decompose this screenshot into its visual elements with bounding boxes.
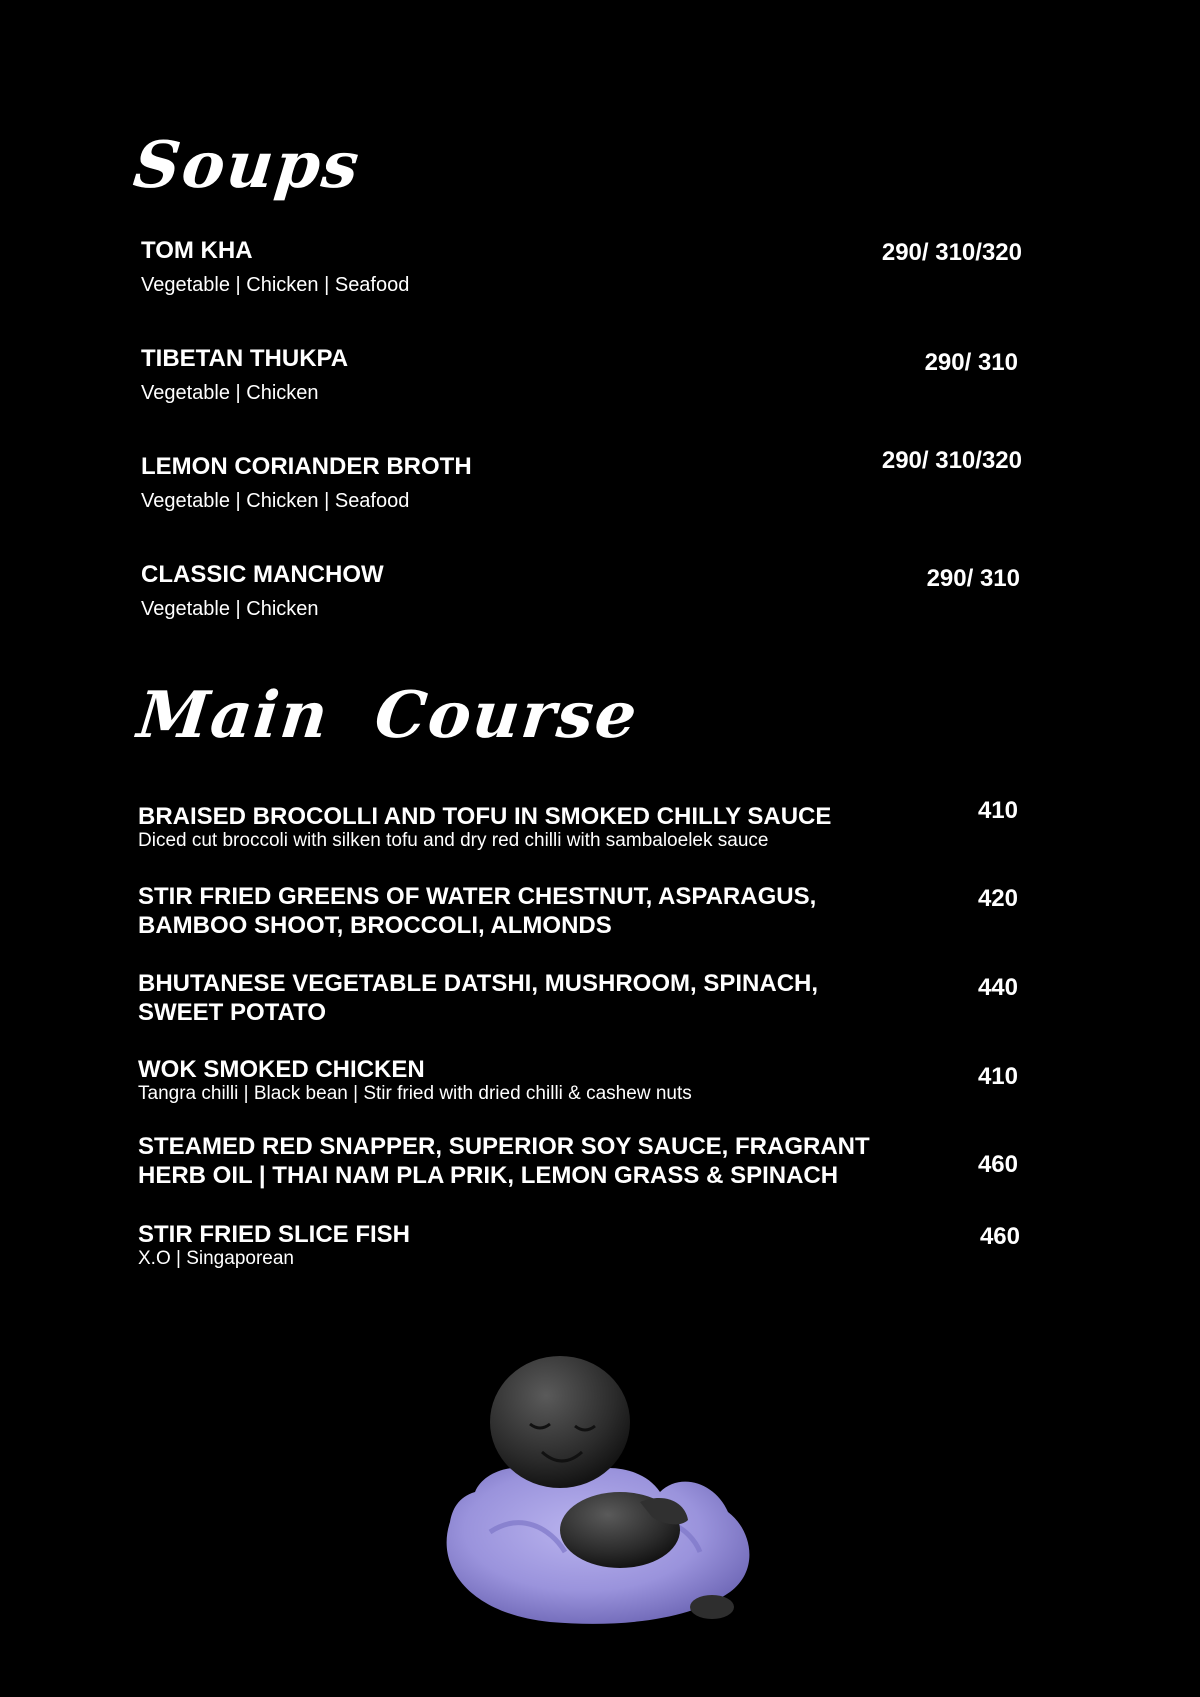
item-price: 290/ 310/320 — [881, 239, 1022, 266]
item-name: TOM KHA — [141, 237, 253, 264]
item-description: Vegetable | Chicken — [141, 598, 319, 620]
item-description: Tangra chilli | Black bean | Stir fried with dried chilli & cashew nuts — [138, 1083, 692, 1104]
item-description: X.O | Singaporean — [138, 1248, 294, 1269]
item-name: STIR FRIED SLICE FISH — [138, 1221, 411, 1248]
item-price: 420 — [977, 885, 1018, 912]
soups-title: Soups — [130, 128, 365, 203]
main-course-title: Main Course — [134, 678, 643, 753]
item-description: Vegetable | Chicken | Seafood — [141, 274, 410, 296]
item-price: 460 — [979, 1223, 1020, 1250]
item-description: Vegetable | Chicken | Seafood — [141, 490, 410, 512]
item-price: 440 — [977, 974, 1018, 1001]
item-name: WOK SMOKED CHICKEN — [138, 1056, 425, 1083]
item-price: 290/ 310 — [924, 349, 1018, 376]
sleeping-buddha-figurine-icon — [430, 1352, 770, 1632]
item-name: STEAMED RED SNAPPER, SUPERIOR SOY SAUCE, FRAGRANT HERB OIL | THAI NAM PLA PRIK, LEMON GRASS & SPINACH — [138, 1133, 870, 1189]
item-description: Diced cut broccoli with silken tofu and dry red chilli with sambaloelek sauce — [138, 830, 769, 851]
item-name: BRAISED BROCOLLI AND TOFU IN SMOKED CHILLY SAUCE — [138, 803, 832, 830]
item-price: 290/ 310/320 — [881, 447, 1022, 474]
item-price: 460 — [977, 1151, 1018, 1178]
item-price: 290/ 310 — [926, 565, 1020, 592]
item-name: CLASSIC MANCHOW — [141, 561, 384, 588]
item-name: BHUTANESE VEGETABLE DATSHI, MUSHROOM, SPINACH, SWEET POTATO — [138, 970, 819, 1026]
item-name: TIBETAN THUKPA — [141, 345, 349, 372]
item-name: LEMON CORIANDER BROTH — [141, 453, 472, 480]
item-price: 410 — [977, 797, 1018, 824]
item-description: Vegetable | Chicken — [141, 382, 319, 404]
item-name: STIR FRIED GREENS OF WATER CHESTNUT, ASPARAGUS, BAMBOO SHOOT, BROCCOLI, ALMONDS — [138, 883, 817, 939]
item-price: 410 — [977, 1063, 1018, 1090]
